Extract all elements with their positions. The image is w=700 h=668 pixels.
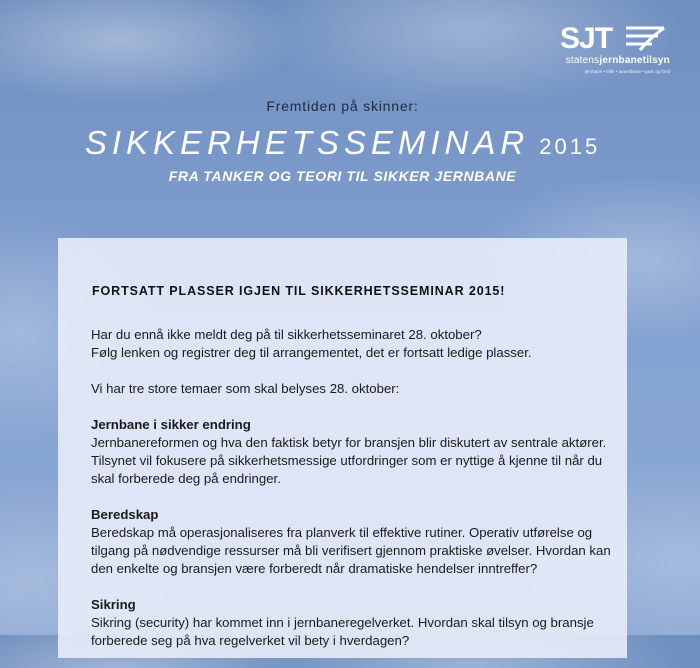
content-heading: FORTSATT PLASSER IGJEN TIL SIKKERHETSSEMINAR 2015!	[92, 284, 506, 298]
intro-paragraph	[91, 326, 611, 362]
themes-intro: Vi har tre store temaer som skal belyses 28. oktober:	[91, 381, 400, 396]
logo-tagline: jernbane • trikk • tunnelbane • park og fond	[584, 69, 670, 74]
section-title: Beredskap	[91, 507, 159, 522]
logo-letters: SJT	[560, 22, 613, 54]
section-text: Jernbanereformen og hva den faktisk betyr for bransjen blir diskutert av sentrale aktører. Tilsynet vil fokusere på sikkerhetsmessige utfordringer som er nyttige å kjenne til når du skal forberede deg på endringer.	[91, 435, 607, 486]
content-panel	[58, 238, 627, 658]
logo-rails-icon	[626, 28, 664, 50]
sjt-logo	[560, 22, 670, 82]
sjt-logo-mark	[560, 22, 670, 54]
section-text: Sikring (security) har kommet inn i jernbaneregelverket. Hvordan skal tilsyn og bransje forberede seg på hva regelverket vil bety i hverdagen?	[91, 615, 594, 648]
section-text: Beredskap må operasjonaliseres fra planverk til effektive rutiner. Operativ utførelse og tilgang på nødvendige ressurser må bli verifisert gjennom praktiske øvelser. Hvordan kan den enkelte og bransjen være forberedt når dramatiske hendelser inntreffer?	[91, 525, 611, 576]
event-subtitle: FRA TANKER OG TEORI TIL SIKKER JERNBANE	[168, 168, 517, 184]
event-year: 2015	[539, 134, 601, 159]
section-beredskap	[91, 506, 611, 578]
intro-line-1: Har du ennå ikke meldt deg på til sikkerhetsseminaret 28. oktober?	[91, 327, 482, 342]
section-title: Jernbane i sikker endring	[91, 417, 251, 432]
section-title: Sikring	[91, 597, 136, 612]
section-sikring	[91, 596, 611, 650]
content-body	[91, 326, 611, 668]
intro-line-2: Følg lenken og registrer deg til arrangementet, det er fortsatt ledige plasser.	[91, 345, 532, 360]
logo-org-name: statensjernbanetilsyn	[565, 55, 670, 66]
section-jernbane	[91, 416, 611, 488]
event-title-main: SIKKERHETSSEMINAR	[84, 124, 530, 161]
event-kicker: Fremtiden på skinner:	[266, 98, 419, 114]
event-title	[0, 124, 685, 162]
